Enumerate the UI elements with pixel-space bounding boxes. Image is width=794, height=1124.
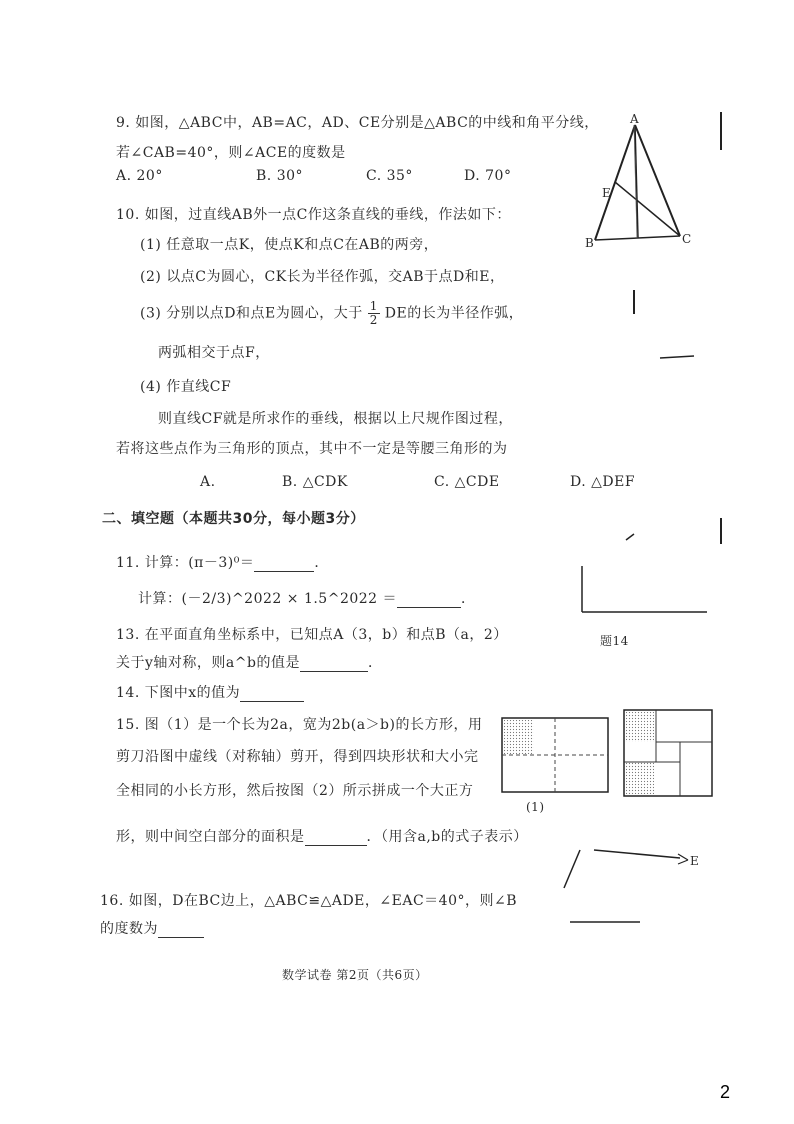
q15-square-figure2	[622, 708, 714, 798]
q9-option-d: D. 70°	[464, 168, 512, 184]
q10-step3: (3) 分别以点D和点E为圆心，大于 $\frac{1}{2}$ DE的长为半径作弧，	[140, 299, 524, 327]
q10-question: 若将这些点作为三角形的顶点，其中不一定是等腰三角形的为	[116, 441, 508, 457]
label-e-q16: E	[690, 854, 700, 868]
q13-line1: 13. 在平面直角坐标系中，已知点A（3，b）和点B（a，2）	[116, 627, 508, 643]
q15-line4: 形，则中间空白部分的面积是 ．（用含a,b的式子表示）	[116, 829, 528, 845]
q14-blank	[240, 687, 304, 702]
q15-fig1-label: (1)	[526, 800, 545, 814]
section2-title: 二、填空题（本题共30分，每小题3分）	[102, 511, 365, 527]
q14-angle-figure	[572, 530, 712, 630]
q10-option-d: D. △DEF	[570, 474, 636, 490]
q10-step2: (2) 以点C为圆心，CK长为半径作弧，交AB于点D和E，	[140, 269, 505, 285]
label-e: E	[602, 186, 612, 200]
q10-option-b: B. △CDK	[282, 474, 348, 490]
q10-option-a: A.	[200, 474, 216, 490]
page-number: 2	[720, 1082, 731, 1102]
q14-figure-label: 题14	[600, 634, 629, 648]
q16-blank	[158, 923, 204, 938]
q9-line2: 若∠CAB=40°，则∠ACE的度数是	[116, 145, 346, 161]
q9-option-b: B. 30°	[256, 168, 304, 184]
q10-option-c: C. △CDE	[434, 474, 500, 490]
q14-line1: 14. 下图中x的值为	[116, 682, 304, 702]
q16-triangle-figure	[550, 840, 710, 940]
q10-step1: (1) 任意取一点K，使点K和点C在AB的两旁，	[140, 237, 439, 253]
q9-line1: 9. 如图，△ABC中，AB=AC，AD、CE分别是△ABC的中线和角平分线，	[116, 115, 599, 131]
q15-rectangle-figure1	[500, 716, 610, 796]
q10-intro: 10. 如图，过直线AB外一点C作这条直线的垂线，作法如下：	[116, 207, 511, 223]
q11-line1: 11. 计算：(π－3)⁰＝ ．	[116, 555, 329, 571]
q11-blank1	[254, 557, 314, 572]
q10-line-figure	[620, 280, 700, 380]
q9-option-a: A. 20°	[116, 168, 163, 184]
q15-blank	[305, 831, 367, 846]
q13-blank	[300, 657, 368, 672]
q16-line1: 16. 如图，D在BC边上，△ABC≌△ADE，∠EAC＝40°，则∠B	[100, 893, 517, 909]
label-c: C	[682, 232, 692, 246]
q15-line3: 全相同的小长方形，然后按图（2）所示拼成一个大正方	[116, 783, 474, 799]
q10-step4: (4) 作直线CF	[140, 379, 232, 395]
q15-line1: 15. 图（1）是一个长为2a，宽为2b(a＞b)的长方形，用	[116, 717, 483, 733]
q15-line2: 剪刀沿图中虚线（对称轴）剪开，得到四块形状和大小完	[116, 749, 479, 765]
q9-triangle-figure	[585, 110, 695, 250]
q10-conclusion: 则直线CF就是所求作的垂线，根据以上尺规作图过程，	[158, 411, 513, 427]
half-fraction: $\frac{1}{2}$	[369, 299, 378, 327]
label-b: B	[585, 236, 595, 250]
q11-blank2	[397, 593, 461, 608]
q10-step3b: 两弧相交于点F，	[158, 345, 270, 361]
q11-line2: 计算：(－2/3)^2022 × 1.5^2022 ＝ ．	[138, 591, 476, 607]
edge-marks	[715, 110, 735, 550]
q9-option-c: C. 35°	[366, 168, 413, 184]
label-a: A	[630, 112, 640, 126]
q13-line2: 关于y轴对称，则a^b的值是 ．	[116, 655, 383, 671]
page-footer: 数学试卷 第2页（共6页）	[282, 968, 428, 982]
q16-line2: 的度数为	[100, 918, 204, 938]
